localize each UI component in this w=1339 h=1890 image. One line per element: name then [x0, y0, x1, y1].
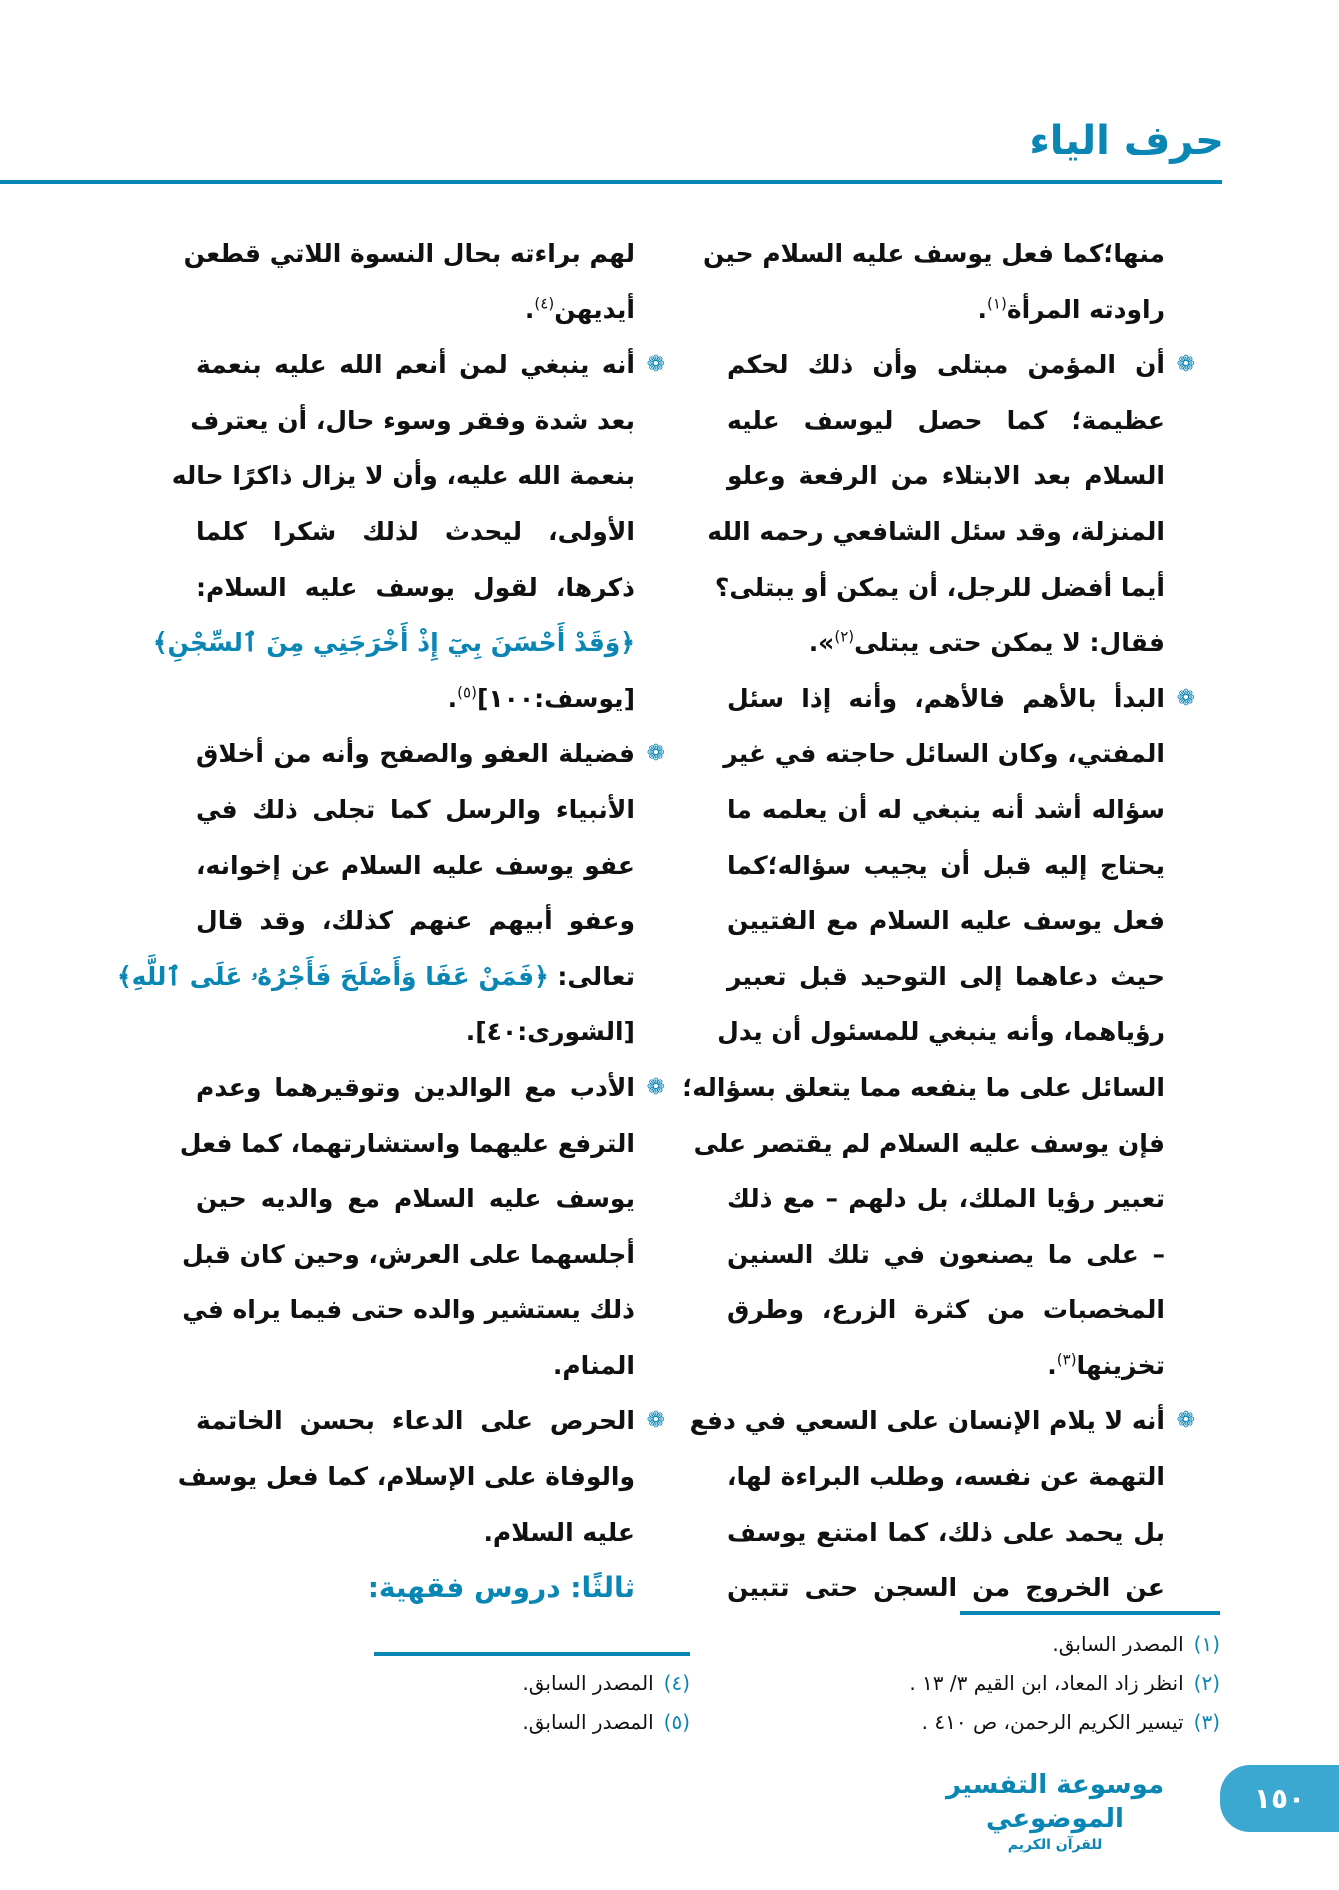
line-text: ذلك يستشير والده حتى فيما يراه في: [182, 1295, 635, 1325]
line-text: الأنبياء والرسل كما تجلى ذلك في: [196, 794, 635, 824]
line-text: عفو يوسف عليه السلام عن إخوانه،: [196, 850, 635, 880]
footnote-text: المصدر السابق.: [1052, 1632, 1184, 1656]
line-text: أنه لا يلام الإنسان على السعي في دفع: [689, 1406, 1165, 1436]
line-text: عظيمة؛ كما حصل ليوسف عليه: [727, 405, 1165, 435]
text-line: [727, 1338, 1165, 1394]
line-tail: .: [524, 294, 535, 324]
text-line: [727, 1227, 1165, 1283]
line-tail: .: [1047, 1350, 1057, 1380]
text-line: [727, 782, 1165, 838]
quran-verse: ﴿فَمَنْ عَفَا وَأَصْلَحَ فَأَجْرُهُۥ عَلَى ٱللَّهِ﴾: [117, 961, 549, 991]
footnote: [522, 1710, 690, 1734]
line-text: والوفاة على الإسلام، كما فعل يوسف: [177, 1462, 635, 1492]
text-line: [717, 1004, 1165, 1060]
line-text: لهم براءته بحال النسوة اللاتي قطعن: [183, 239, 635, 268]
text-line: [727, 337, 1195, 393]
footnote-text: تيسير الكريم الرحمن، ص ٤١٠ .: [921, 1710, 1184, 1734]
line-text: المنام.: [552, 1350, 635, 1380]
footnote-number: (٢): [1193, 1671, 1220, 1695]
text-line: [183, 226, 635, 282]
line-text: بنعمة الله عليه، وأن لا يزال ذاكرًا حاله: [171, 461, 635, 491]
text-line: [682, 1060, 1165, 1116]
flower-bullet-icon: ❁: [646, 352, 665, 378]
line-tail: .: [447, 683, 458, 713]
line-text: فضيلة العفو والصفح وأنه من أخلاق: [196, 739, 635, 769]
line-tail: ».: [808, 628, 835, 658]
text-line: [196, 1060, 665, 1116]
line-text: السائل على ما ينفعه مما يتعلق بسؤاله؛: [682, 1072, 1165, 1102]
logo-main-text: موسوعة التفسير الموضوعي: [945, 1770, 1165, 1834]
line-text: المنزلة، وقد سئل الشافعي رحمه الله: [707, 516, 1165, 546]
line-text: بعد شدة وفقر وسوء حال، أن يعترف: [190, 405, 635, 435]
text-line: [196, 282, 635, 338]
footnote-ref: (٣): [1056, 1350, 1077, 1369]
footnote-text: انظر زاد المعاد، ابن القيم ٣/ ١٣ .: [909, 1671, 1184, 1695]
line-text: سؤاله أشد أنه ينبغي له أن يعلمه ما: [727, 794, 1165, 824]
text-line: [196, 893, 635, 949]
text-line: [727, 1505, 1165, 1561]
header-divider: [0, 180, 1222, 184]
line-text: أجلسهما على العرش، وحين كان قبل: [181, 1239, 635, 1269]
text-line: [702, 226, 1165, 282]
chapter-title: حرف الياء: [1029, 118, 1224, 164]
flower-bullet-icon: ❁: [646, 1408, 665, 1434]
line-text: فعل يوسف عليه السلام مع الفتيين: [727, 906, 1165, 936]
text-line: [190, 393, 635, 449]
line-text: المخصبات من كثرة الزرع، وطرق: [727, 1295, 1165, 1325]
footnote: [922, 1710, 1220, 1734]
text-line: [727, 1560, 1165, 1616]
line-text: تخزينها: [1076, 1350, 1165, 1380]
flower-bullet-icon: ❁: [1176, 685, 1195, 711]
line-text: التهمة عن نفسه، وطلب البراءة لها،: [727, 1462, 1165, 1492]
text-line: [196, 1393, 665, 1449]
line-text: [الشورى:٤٠].: [465, 1017, 635, 1047]
section-heading: [196, 1560, 635, 1616]
footnote: [1052, 1632, 1220, 1656]
text-line: [179, 1116, 635, 1172]
heading-text: ثالثًا: دروس فقهية:: [367, 1571, 635, 1605]
text-line: [727, 949, 1165, 1005]
flower-bullet-icon: ❁: [1176, 1408, 1195, 1434]
footnote-number: (٥): [663, 1710, 690, 1734]
text-line: [196, 1505, 635, 1561]
footnote-ref: (٢): [834, 627, 855, 646]
footnote-ref: (٤): [534, 294, 555, 313]
footnote-number: (٣): [1193, 1710, 1220, 1734]
right-column: [682, 226, 1195, 1616]
text-line: [181, 1227, 635, 1283]
footnote-number: (١): [1193, 1632, 1220, 1656]
text-line: [117, 949, 635, 1005]
line-text: أيديهن: [554, 294, 635, 324]
line-text: عليه السلام.: [483, 1517, 635, 1547]
line-text: الأدب مع الوالدين وتوقيرهما وعدم: [196, 1072, 635, 1102]
line-text: تعالى:: [548, 961, 635, 991]
line-text: تعبير رؤيا الملك، بل دلهم – مع ذلك: [727, 1184, 1165, 1214]
text-line: [727, 1282, 1165, 1338]
footnote-divider-right: [960, 1611, 1220, 1615]
line-text: البدأ بالأهم فالأهم، وأنه إذا سئل: [727, 683, 1165, 713]
text-line: [727, 1171, 1165, 1227]
text-line: [196, 726, 665, 782]
text-line: [182, 1282, 635, 1338]
page-number: ١٥٠: [1220, 1765, 1339, 1832]
footnote-ref: (١): [987, 294, 1007, 313]
text-line: [196, 1171, 635, 1227]
line-tail: .: [977, 294, 988, 324]
text-line: [152, 615, 635, 671]
line-text: فإن يوسف عليه السلام لم يقتصر على: [693, 1128, 1165, 1158]
encyclopedia-logo: [930, 1768, 1180, 1854]
text-line: [727, 615, 1165, 671]
text-line: [171, 448, 635, 504]
text-line: [723, 726, 1165, 782]
text-line: [196, 782, 635, 838]
line-text: منها؛كما فعل يوسف عليه السلام حين: [702, 239, 1165, 268]
footnote: [522, 1671, 690, 1695]
line-text: أيما أفضل للرجل، أن يمكن أو يبتلى؟: [714, 572, 1165, 602]
line-text: الأولى، ليحدث لذلك شكرا كلما: [196, 516, 635, 546]
text-line: [727, 393, 1165, 449]
line-text: يوسف عليه السلام مع والديه حين: [196, 1184, 635, 1214]
text-line: [727, 448, 1165, 504]
line-text: [يوسف:١٠٠]: [476, 683, 635, 713]
flower-bullet-icon: ❁: [646, 1074, 665, 1100]
line-text: عن الخروج من السجن حتى تتبين: [727, 1573, 1165, 1603]
line-text: الترفع عليهما واستشارتهما، كما فعل: [179, 1128, 635, 1158]
footnote-text: المصدر السابق.: [522, 1671, 654, 1695]
line-text: وعفو أبيهم عنهم كذلك، وقد قال: [196, 906, 635, 936]
line-text: أن المؤمن مبتلى وأن ذلك لحكم: [727, 350, 1165, 380]
line-text: رؤياهما، وأنه ينبغي للمسئول أن يدل: [717, 1017, 1165, 1047]
line-text: راودته المرأة: [1006, 294, 1165, 324]
line-text: أنه ينبغي لمن أنعم الله عليه بنعمة: [196, 350, 635, 380]
line-text: فقال: لا يمكن حتى يبتلى: [854, 628, 1165, 658]
flower-bullet-icon: ❁: [646, 741, 665, 767]
footnote: [909, 1671, 1220, 1695]
text-line: [196, 504, 635, 560]
line-text: حيث دعاهما إلى التوحيد قبل تعبير: [727, 961, 1165, 991]
text-line: [196, 560, 635, 616]
text-line: [196, 838, 635, 894]
text-line: [693, 1116, 1165, 1172]
text-line: [727, 671, 1195, 727]
text-line: [196, 1004, 635, 1060]
footnote-text: المصدر السابق.: [522, 1710, 654, 1734]
line-text: يحتاج إليه قبل أن يجيب سؤاله؛كما: [727, 850, 1165, 880]
text-line: [196, 671, 635, 727]
footnote-number: (٤): [663, 1671, 690, 1695]
text-line: [196, 1338, 635, 1394]
text-line: [714, 560, 1165, 616]
line-text: بل يحمد على ذلك، كما امتنع يوسف: [727, 1517, 1165, 1547]
line-text: – على ما يصنعون في تلك السنين: [727, 1239, 1165, 1269]
text-line: [196, 337, 665, 393]
logo-sub-text: للقرآن الكريم: [1007, 1837, 1103, 1853]
text-line: [707, 504, 1165, 560]
line-text: الحرص على الدعاء بحسن الخاتمة: [196, 1406, 635, 1436]
line-text: المفتي، وكان السائل حاجته في غير: [723, 739, 1165, 769]
footnote-divider-left: [374, 1652, 690, 1656]
left-column: [117, 226, 665, 1616]
line-text: السلام بعد الابتلاء من الرفعة وعلو: [727, 461, 1165, 491]
text-line: [727, 838, 1165, 894]
text-line: [177, 1449, 635, 1505]
quran-verse: ﴿وَقَدْ أَحْسَنَ بِيٓ إِذْ أَخْرَجَنِي مِنَ ٱلسِّجْنِ﴾: [152, 628, 635, 658]
line-text: ذكرها، لقول يوسف عليه السلام:: [196, 572, 635, 602]
text-line: [727, 282, 1165, 338]
footnote-ref: (٥): [457, 683, 477, 702]
flower-bullet-icon: ❁: [1176, 352, 1195, 378]
text-line: [727, 1449, 1165, 1505]
text-line: [689, 1393, 1195, 1449]
text-line: [727, 893, 1165, 949]
